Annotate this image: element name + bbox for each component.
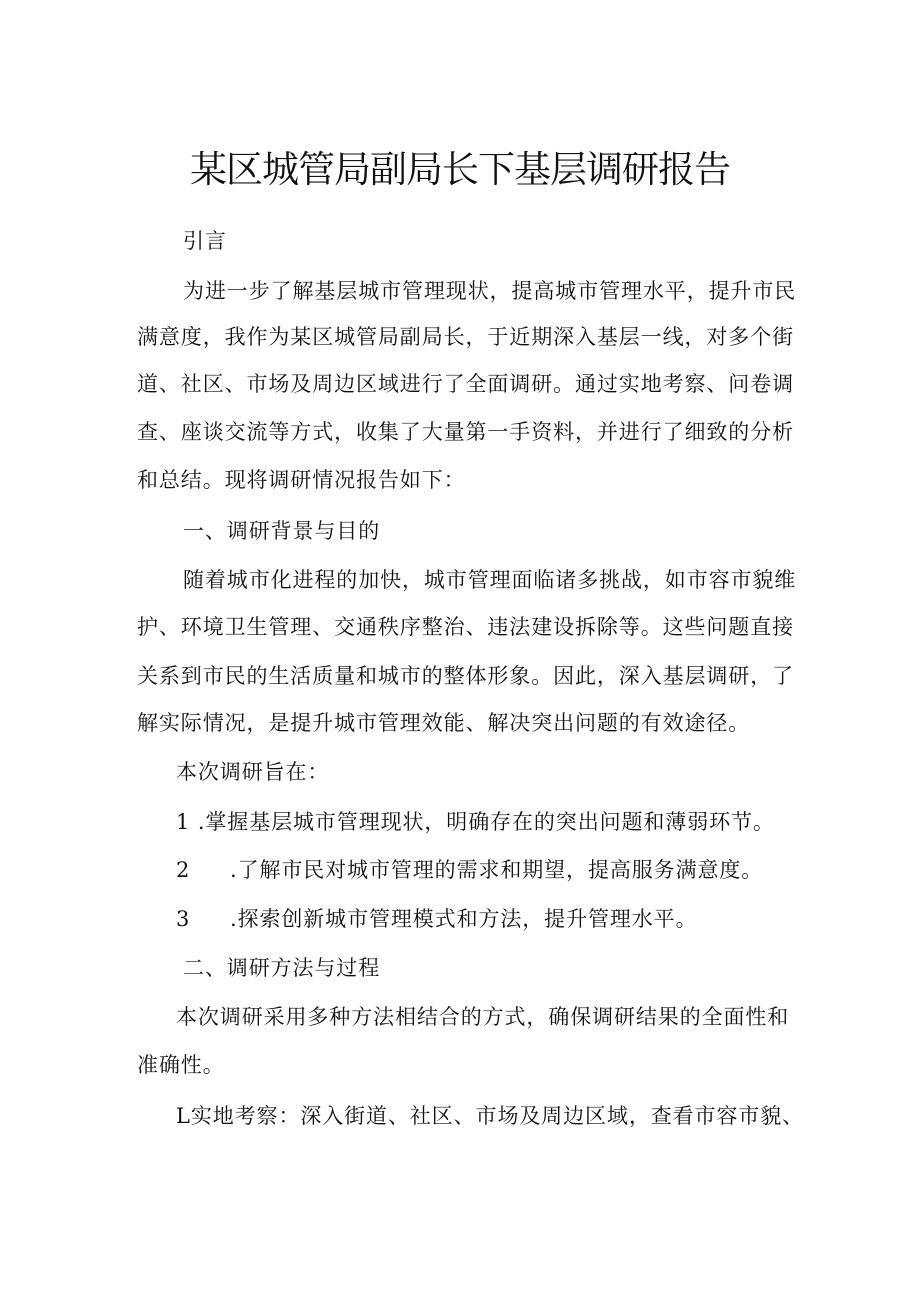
paragraph-line: 为进一步了解基层城市管理现状，提高城市管理水平，提升市民 — [183, 279, 797, 303]
paragraph-line: 关系到市民的生活质量和城市的整体形象。因此，深入基层调研，了 — [137, 664, 794, 688]
paragraph-line: 本次调研旨在： — [176, 760, 330, 784]
list-item-text: .了解市民对城市管理的需求和期望，提高服务满意度。 — [230, 858, 764, 882]
section-heading: 二、调研方法与过程 — [183, 956, 381, 980]
list-item — [176, 904, 787, 934]
paragraph-line: 本次调研采用多种方法相结合的方式，确保调研结果的全面性和 — [176, 1005, 790, 1029]
section-label-intro: 引言 — [183, 229, 227, 253]
paragraph-line: 满意度，我作为某区城管局副局长，于近期深入基层一线，对多个街 — [137, 325, 794, 349]
section-heading: 一、调研背景与目的 — [183, 519, 381, 543]
document-title: 某区城管局副局长下基层调研报告 — [190, 148, 730, 191]
paragraph-line: 解实际情况，是提升城市管理效能、解决突出问题的有效途径。 — [137, 711, 751, 735]
paragraph-line: L实地考察：深入街道、社区、市场及周边区域，查看市容市貌、 — [176, 1104, 805, 1128]
paragraph-line: 随着城市化进程的加快，城市管理面临诸多挑战，如市容市貌维 — [183, 568, 797, 592]
list-item — [176, 855, 787, 885]
paragraph-line: 护、环境卫生管理、交通秩序整治、违法建设拆除等。这些问题直接 — [137, 615, 794, 639]
paragraph-line: 准确性。 — [137, 1053, 225, 1077]
list-number: 3 — [176, 907, 191, 931]
list-number: 2 — [176, 858, 191, 882]
paragraph-line: 和总结。现将调研情况报告如下： — [137, 468, 466, 492]
list-item: 1 .掌握基层城市管理现状，明确存在的突出问题和薄弱环节。 — [176, 810, 775, 834]
paragraph-line: 道、社区、市场及周边区域进行了全面调研。通过实地考察、问卷调 — [137, 372, 794, 396]
paragraph-line: 查、座谈交流等方式，收集了大量第一手资料，并进行了细致的分析 — [137, 420, 794, 444]
list-item-text: .探索创新城市管理模式和方法，提升管理水平。 — [230, 907, 698, 931]
